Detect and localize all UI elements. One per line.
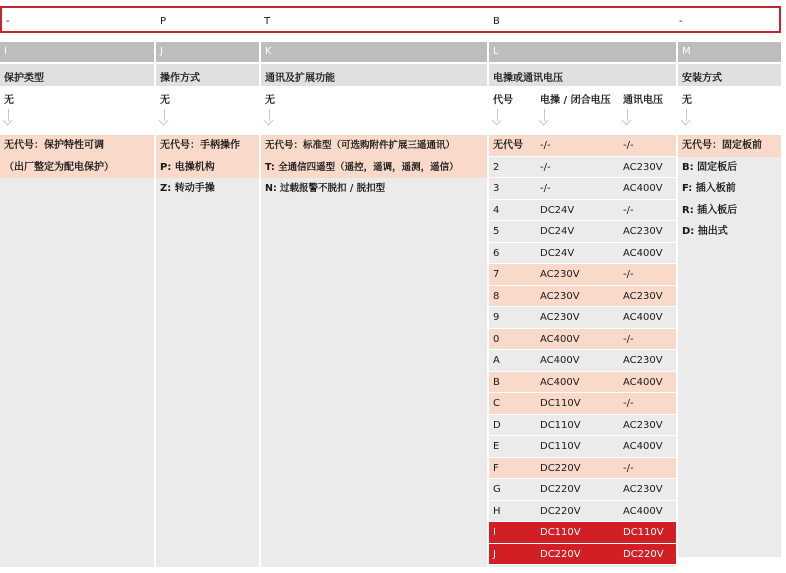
comm-voltage: AC230V xyxy=(623,355,663,366)
operating-voltage: -/- xyxy=(540,183,551,194)
operating-voltage: AC230V xyxy=(540,290,580,302)
option-row: 无代号：标准型（可选购附件扩展三遥通讯） xyxy=(261,135,487,157)
operating-voltage: DC110V xyxy=(540,441,581,452)
column-title: 电操或通讯电压 xyxy=(489,64,676,86)
comm-voltage: DC220V xyxy=(623,548,664,560)
operating-voltage: -/- xyxy=(540,140,551,151)
comm-voltage: AC230V xyxy=(623,226,663,237)
option-row: R: 插入板后 xyxy=(682,204,738,216)
subheader-code: 代号 xyxy=(493,95,513,106)
code-segment-5: - xyxy=(679,16,683,27)
option-row: B: 固定板后 xyxy=(682,161,738,173)
voltage-row xyxy=(489,307,676,329)
column-letter: I xyxy=(0,42,154,62)
voltage-code: F xyxy=(493,462,499,474)
arrow-row xyxy=(0,107,154,130)
voltage-code: 8 xyxy=(493,290,500,302)
voltage-code: 9 xyxy=(493,312,500,323)
voltage-code: 6 xyxy=(493,247,500,259)
operating-voltage: DC110V xyxy=(540,419,581,431)
arrow-row xyxy=(678,107,781,130)
operating-voltage: AC400V xyxy=(540,376,580,388)
option-row: P: 电操机构 xyxy=(156,157,259,179)
option-row: （出厂整定为配电保护） xyxy=(0,157,154,179)
option-row: Z: 转动手操 xyxy=(160,183,215,194)
down-arrow-icon xyxy=(493,109,503,129)
voltage-code: 7 xyxy=(493,269,500,280)
code-segment-1: - xyxy=(6,16,10,27)
operating-voltage: DC24V xyxy=(540,226,575,237)
operating-voltage: AC400V xyxy=(540,355,580,366)
voltage-code: 4 xyxy=(493,204,500,216)
column-letter: L xyxy=(489,42,676,62)
down-arrow-icon xyxy=(4,109,14,129)
operating-voltage: -/- xyxy=(540,161,551,173)
voltage-code: G xyxy=(493,484,501,495)
operating-voltage: DC220V xyxy=(540,505,581,517)
voltage-code: D xyxy=(493,419,501,431)
comm-voltage: -/- xyxy=(623,398,634,409)
voltage-code: 3 xyxy=(493,183,500,194)
option-row: 无代号：手柄操作 xyxy=(156,135,259,157)
comm-voltage: -/- xyxy=(623,333,634,345)
column-j xyxy=(156,42,259,567)
comm-voltage: -/- xyxy=(623,140,634,151)
operating-voltage: AC230V xyxy=(540,269,580,280)
comm-voltage: -/- xyxy=(623,269,634,280)
down-arrow-icon xyxy=(540,109,550,129)
voltage-code: A xyxy=(493,355,500,366)
voltage-row xyxy=(489,264,676,286)
voltage-code: J xyxy=(493,548,496,560)
column-default: 无 xyxy=(265,95,275,106)
operating-voltage: DC220V xyxy=(540,548,581,560)
column-default: 无 xyxy=(160,95,170,106)
column-title: 通讯及扩展功能 xyxy=(261,64,487,86)
operating-voltage: DC110V xyxy=(540,527,581,538)
voltage-code: 0 xyxy=(493,333,500,345)
column-title: 安装方式 xyxy=(678,64,781,86)
voltage-row xyxy=(489,329,676,351)
operating-voltage: AC400V xyxy=(540,333,580,345)
voltage-row xyxy=(489,372,676,394)
column-k xyxy=(261,42,487,567)
voltage-row xyxy=(489,436,676,458)
arrow-row xyxy=(489,107,676,130)
voltage-code: 2 xyxy=(493,161,500,173)
comm-voltage: AC230V xyxy=(623,484,663,495)
column-body xyxy=(678,135,781,557)
comm-voltage: -/- xyxy=(623,204,634,216)
voltage-row xyxy=(489,415,676,437)
option-row: F: 插入板前 xyxy=(682,183,736,194)
column-subheaders xyxy=(489,86,676,107)
comm-voltage: AC400V xyxy=(623,441,663,452)
voltage-code: E xyxy=(493,441,500,452)
code-segment-4: B xyxy=(493,16,500,27)
column-l xyxy=(489,42,676,567)
voltage-row xyxy=(489,544,676,566)
comm-voltage: AC230V xyxy=(623,161,663,173)
down-arrow-icon xyxy=(265,109,275,129)
voltage-row xyxy=(489,286,676,308)
column-letter: M xyxy=(678,42,781,62)
column-m xyxy=(678,42,781,567)
voltage-table xyxy=(489,135,676,567)
model-code-bar xyxy=(0,6,781,33)
voltage-row xyxy=(489,501,676,523)
column-letter: K xyxy=(261,42,487,62)
code-segment-3: T xyxy=(264,16,271,27)
option-row: 无代号：固定板前 xyxy=(678,135,781,157)
operating-voltage: DC220V xyxy=(540,462,581,474)
subheader-operating-voltage: 电操 / 闭合电压 xyxy=(540,95,611,106)
option-row: 无代号：保护特性可调 xyxy=(0,135,154,157)
comm-voltage: AC400V xyxy=(623,312,663,323)
voltage-row xyxy=(489,135,676,157)
arrow-row xyxy=(156,107,259,130)
column-i xyxy=(0,42,154,567)
column-body xyxy=(261,135,487,567)
operating-voltage: AC230V xyxy=(540,312,580,323)
voltage-code: I xyxy=(493,527,496,538)
voltage-row xyxy=(489,243,676,265)
voltage-row xyxy=(489,479,676,501)
voltage-row xyxy=(489,157,676,179)
operating-voltage: DC220V xyxy=(540,484,581,495)
comm-voltage: AC400V xyxy=(623,247,663,259)
voltage-row xyxy=(489,393,676,415)
voltage-row xyxy=(489,458,676,480)
voltage-code: 无代号 xyxy=(493,140,523,151)
voltage-row xyxy=(489,178,676,200)
column-body xyxy=(156,135,259,567)
column-title: 保护类型 xyxy=(0,64,154,86)
comm-voltage: DC110V xyxy=(623,527,664,538)
comm-voltage: AC230V xyxy=(623,290,663,302)
column-letter: J xyxy=(156,42,259,62)
option-row: D: 抽出式 xyxy=(682,226,728,237)
comm-voltage: -/- xyxy=(623,462,634,474)
voltage-code: H xyxy=(493,505,501,517)
code-segment-2: P xyxy=(160,16,167,27)
voltage-row xyxy=(489,200,676,222)
comm-voltage: AC400V xyxy=(623,183,663,194)
column-default: 无 xyxy=(4,95,14,106)
voltage-code: 5 xyxy=(493,226,500,237)
operating-voltage: DC110V xyxy=(540,398,581,409)
option-row: N: 过载报警不脱扣 / 脱扣型 xyxy=(265,183,386,194)
down-arrow-icon xyxy=(160,109,170,129)
comm-voltage: AC400V xyxy=(623,505,663,517)
column-title: 操作方式 xyxy=(156,64,259,86)
comm-voltage: AC400V xyxy=(623,376,663,388)
voltage-code: B xyxy=(493,376,500,388)
voltage-row xyxy=(489,221,676,243)
voltage-code: C xyxy=(493,398,500,409)
column-body xyxy=(0,135,154,567)
down-arrow-icon xyxy=(623,109,633,129)
voltage-row xyxy=(489,350,676,372)
column-default: 无 xyxy=(682,95,692,106)
down-arrow-icon xyxy=(682,109,692,129)
operating-voltage: DC24V xyxy=(540,247,575,259)
operating-voltage: DC24V xyxy=(540,204,575,216)
row-divider xyxy=(489,564,676,565)
arrow-row xyxy=(261,107,487,130)
comm-voltage: AC230V xyxy=(623,419,663,431)
voltage-row xyxy=(489,522,676,544)
option-row: T: 全通信四遥型（遥控，遥调，遥测，遥信） xyxy=(261,157,487,179)
subheader-comm-voltage: 通讯电压 xyxy=(623,95,663,106)
